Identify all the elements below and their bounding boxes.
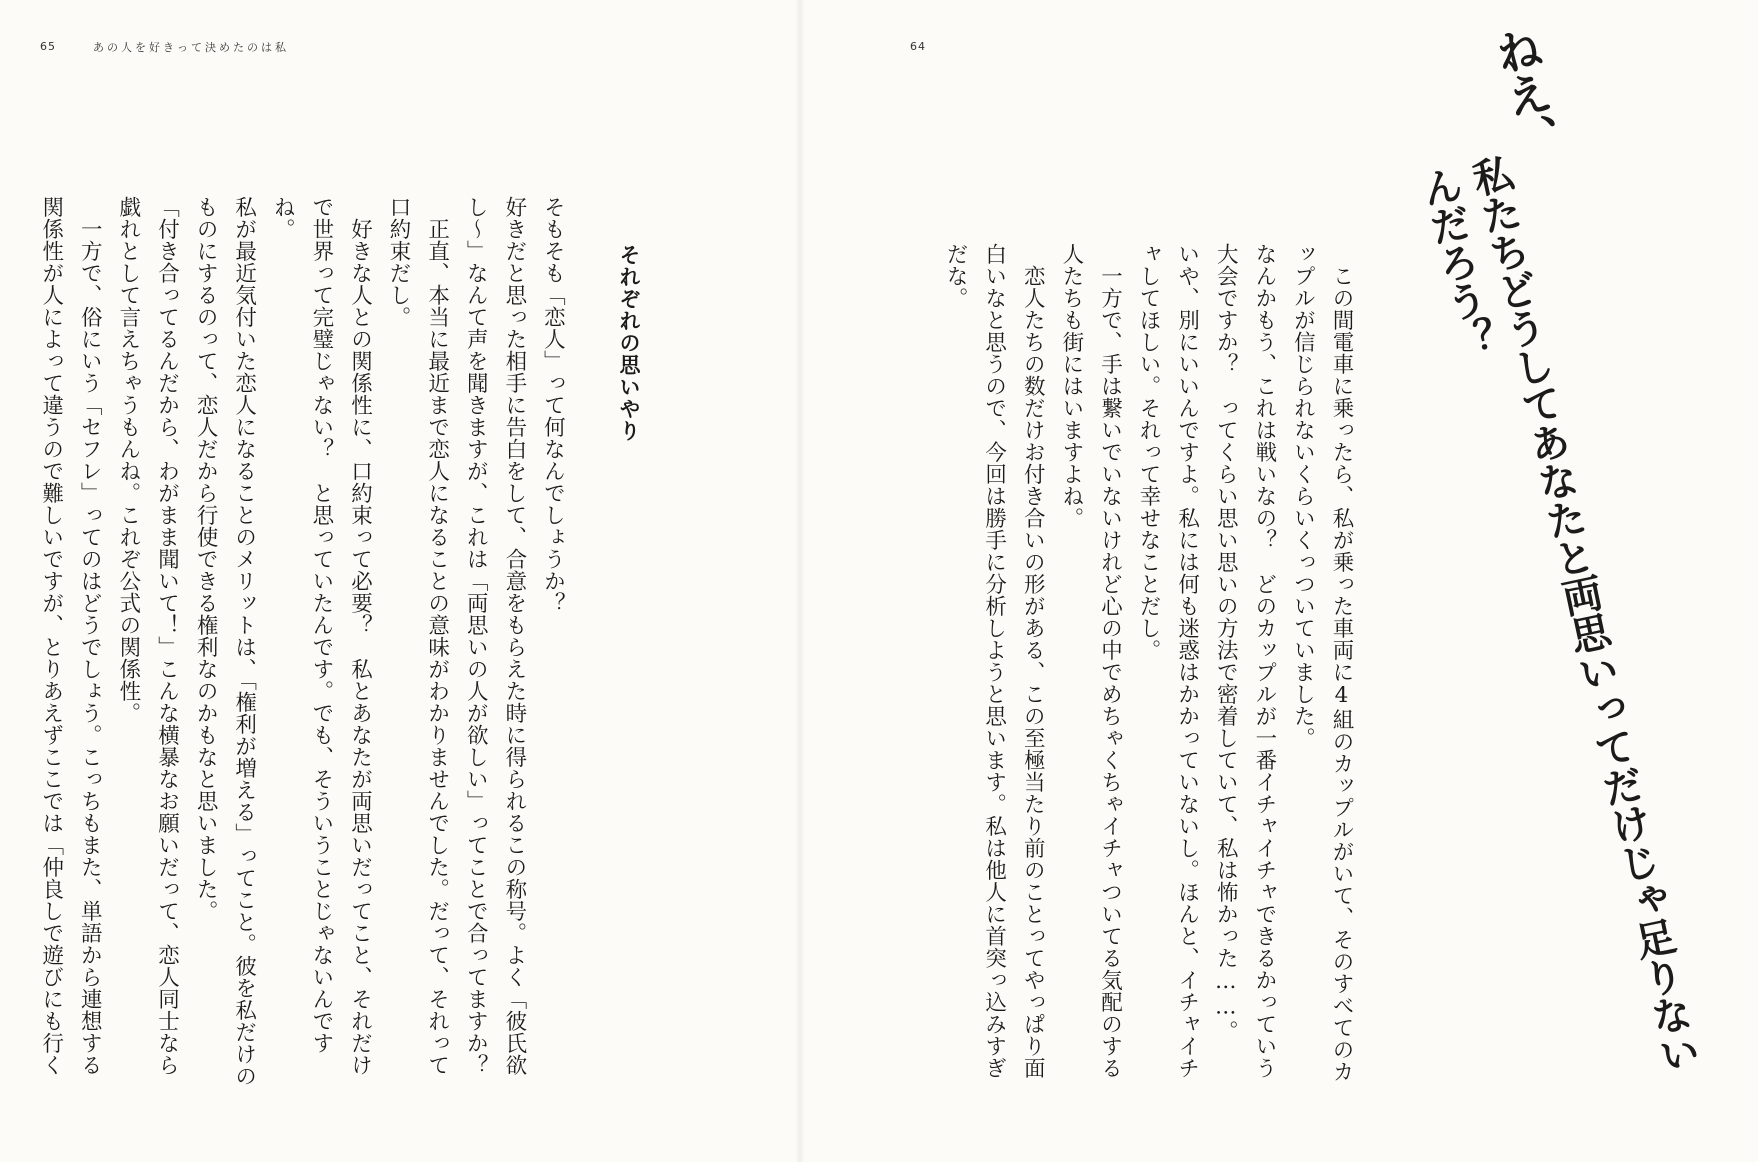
paragraph: 一方で、手は繋いでいないけれど心の中でめちゃくちゃイチャついてる気配のする人たちも街にはいますよね。: [1058, 243, 1123, 1079]
paragraph: 好きだと思った相手に告白をして、合意をもらえた時に得られるこの称号。よく「彼氏欲し〜」なんて声を聞きますが、これは「両思いの人が欲しい」ってことで合ってますか？: [463, 196, 527, 1076]
chapter-title-line: 私たちどうしてあなたと両思いってだけじゃ足りないんだろう？: [1412, 151, 1703, 1077]
paragraph: この間電車に乗ったら、私が乗った車両に4組のカップルがいて、そのすべてのカップルが信じられないくらいくっついていました。: [1290, 243, 1354, 1082]
running-head: あの人を好きって決めたのは私: [93, 41, 289, 54]
page-number: 65: [40, 40, 56, 53]
left-body-text: [38, 196, 648, 1096]
paragraph: なんかもう、これは戦いなの？ どのカップルが一番イチャイチャできるかっていう大会ですか？ ってくらい思い思いの方法で密着していて、私は怖かった……。: [1213, 243, 1277, 1079]
paragraph: 私が最近気付いた恋人になることのメリットは、「権利が増える」ってこと。彼を私だけのものにするのって、恋人だから行使できる権利なのかもなと思いました。: [193, 196, 257, 1088]
paragraph: 恋人たちの数だけお付き合いの形がある、この至極当たり前のことってやっぱり面白いなと思うので、今回は勝手に分析しようと思います。私は他人に首突っ込みすぎだな。: [943, 243, 1046, 1079]
chapter-title-line: ねえ、: [1485, 22, 1566, 166]
paragraph: 好きな人との関係性に、口約束って必要？ 私とあなたが両思いだってこと、それだけで世界って完璧じゃない？ と思っていたんです。でも、そういうことじゃないんですね。: [270, 196, 373, 1076]
section-subheading: それぞれの思いやり: [617, 244, 641, 442]
left-page: [0, 0, 795, 1162]
book-gutter: [795, 0, 805, 1162]
paragraph: 「付き合ってるんだから、わがまま聞いて！」こんな横暴なお願いだって、恋人同士なら戯れとして言えちゃうもんね。これぞ公式の関係性。: [115, 196, 180, 1076]
paragraph: そもそも「恋人」って何なんでしょうか？: [540, 196, 566, 614]
paragraph: 正直、本当に最近まで恋人になることの意味がわかりませんでした。だって、それって口約束だし。: [386, 196, 450, 1076]
paragraph: いや、別にいいんですよ。私には何も迷惑はかかっていないし。ほんと、イチャイチャしてほしい。それって幸せなことだし。: [1136, 243, 1200, 1079]
paragraph: 一方で、俗にいう「セフレ」ってのはどうでしょう。こっちもまた、単語から連想する関係性が人によって違うので難しいですが、とりあえずここでは「仲良しで遊びにも行く: [38, 196, 103, 1076]
right-body-text: [943, 243, 1360, 1093]
page-number: 64: [910, 40, 926, 53]
